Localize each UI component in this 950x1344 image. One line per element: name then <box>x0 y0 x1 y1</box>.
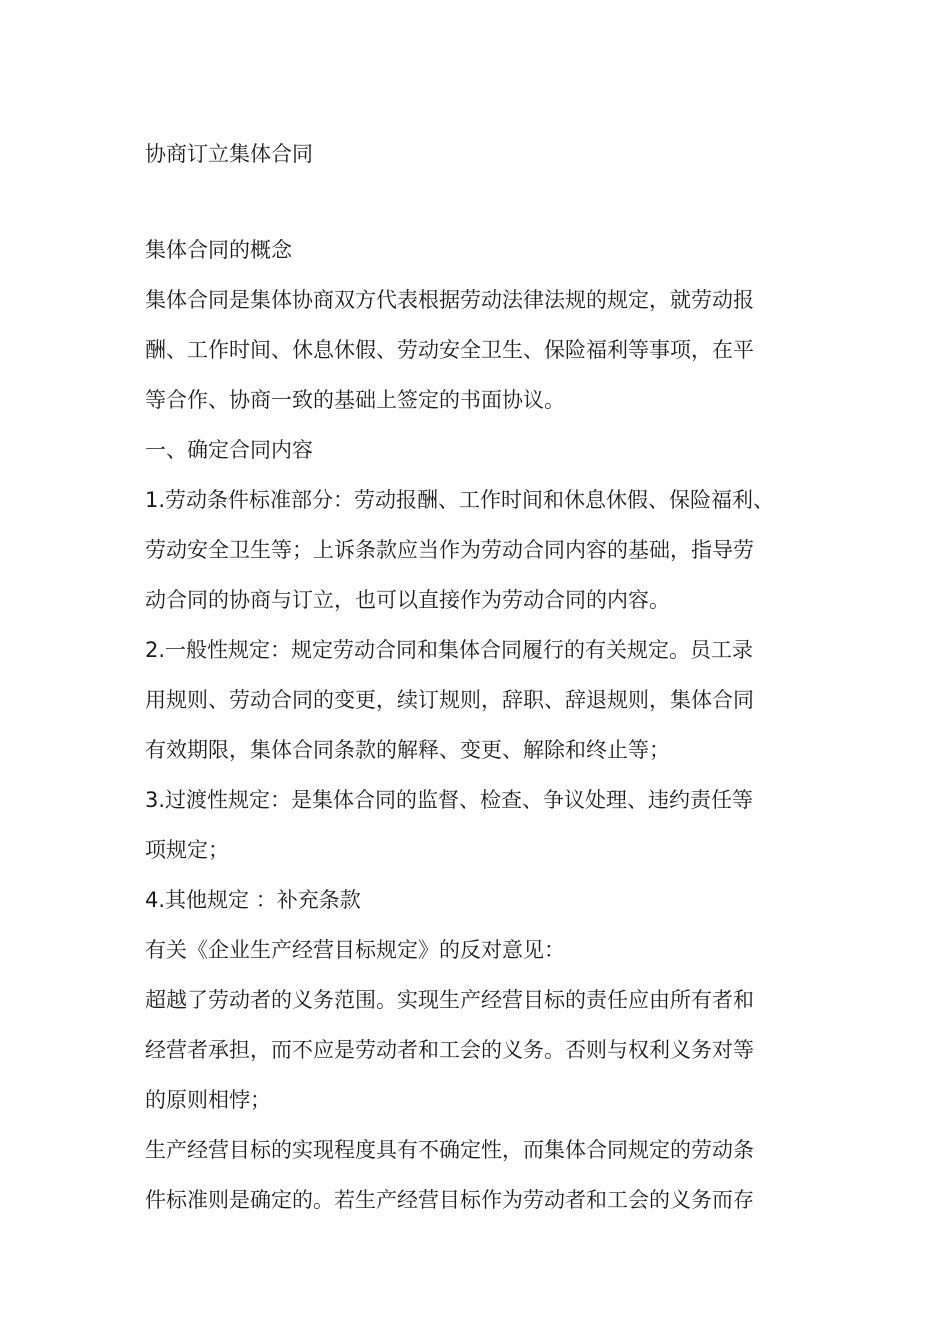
text-line: 4.其他规定 ：补充条款 <box>145 888 361 912</box>
text-line: 超越了劳动者的义务范围。实现生产经营目标的责任应由所有者和 <box>145 988 754 1012</box>
text-line: 3.过渡性规定：是集体合同的监督、检查、争议处理、违约责任等 <box>145 788 754 812</box>
document-title: 协商订立集体合同 <box>145 142 313 166</box>
text-line: 2.一般性规定：规定劳动合同和集体合同履行的有关规定。员工录 <box>145 638 754 662</box>
text-line: 项规定； <box>145 838 229 862</box>
text-line: 经营者承担，而不应是劳动者和工会的义务。否则与权利义务对等 <box>145 1038 754 1062</box>
text-line: 的原则相悖； <box>145 1088 271 1112</box>
text-line: 用规则、劳动合同的变更，续订规则，辞职、辞退规则，集体合同 <box>145 688 754 712</box>
section-heading-concept: 集体合同的概念 <box>145 238 292 262</box>
text-line: 有关《企业生产经营目标规定》的反对意见： <box>145 938 565 962</box>
document-body <box>145 238 835 1238</box>
section-heading-contract-content: 一、确定合同内容 <box>145 438 313 462</box>
text-line: 动合同的协商与订立，也可以直接作为劳动合同的内容。 <box>145 588 670 612</box>
text-line: 生产经营目标的实现程度具有不确定性，而集体合同规定的劳动条 <box>145 1138 754 1162</box>
text-line: 1.劳动条件标准部分：劳动报酬、工作时间和休息休假、保险福利、 <box>145 488 775 512</box>
text-line: 件标准则是确定的。若生产经营目标作为劳动者和工会的义务而存 <box>145 1188 754 1212</box>
text-line: 劳动安全卫生等；上诉条款应当作为劳动合同内容的基础，指导劳 <box>145 538 754 562</box>
text-line: 有效期限，集体合同条款的解释、变更、解除和终止等； <box>145 738 670 762</box>
text-line: 集体合同是集体协商双方代表根据劳动法律法规的规定，就劳动报 <box>145 288 754 312</box>
text-line: 等合作、协商一致的基础上签定的书面协议。 <box>145 388 565 412</box>
text-line: 酬、工作时间、休息休假、劳动安全卫生、保险福利等事项，在平 <box>145 338 754 362</box>
